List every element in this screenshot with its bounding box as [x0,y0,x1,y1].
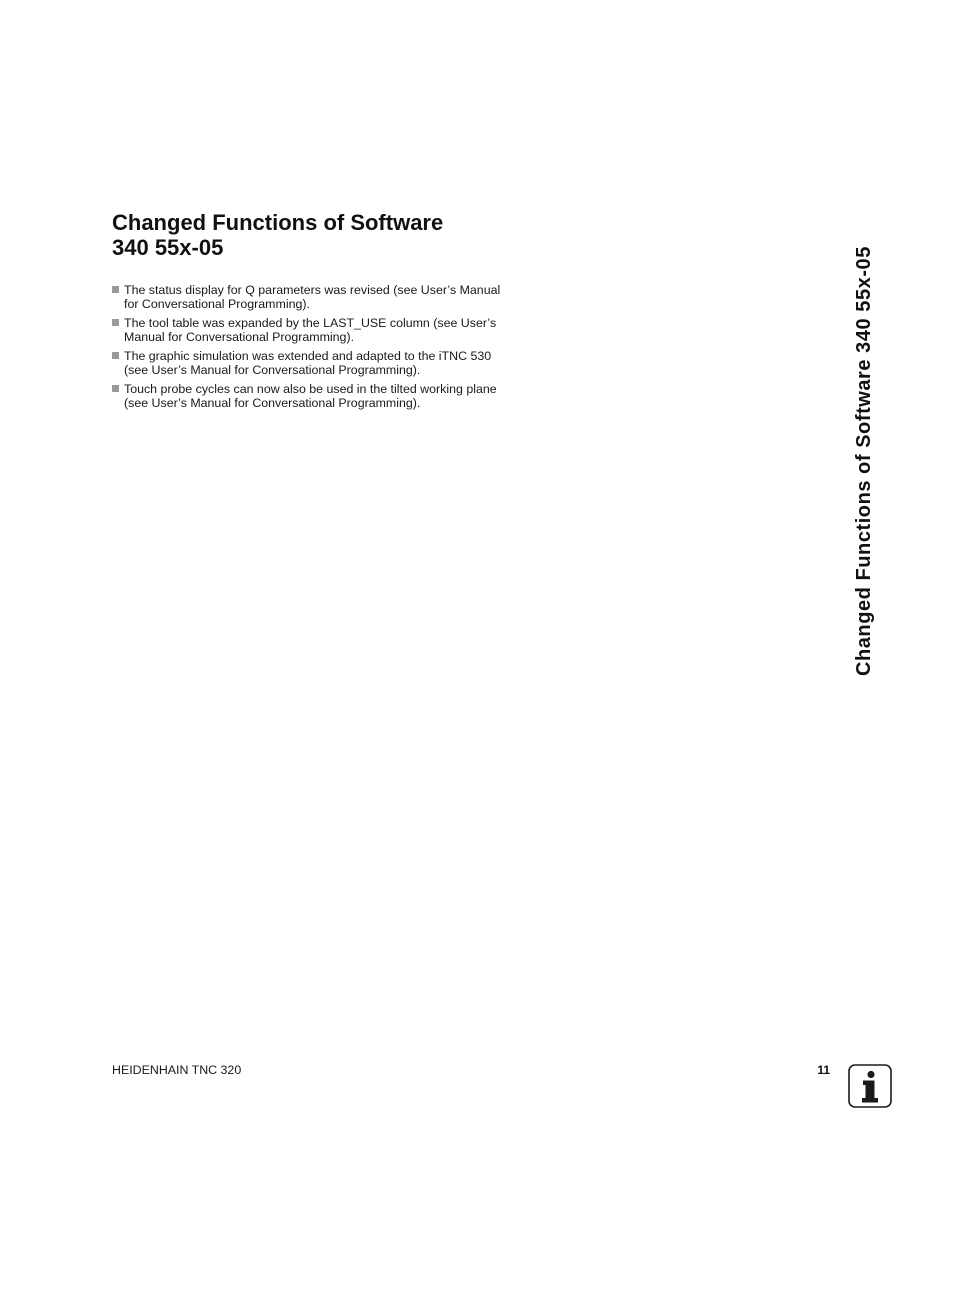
square-bullet-icon [112,286,119,293]
list-item [112,283,512,311]
list-item-line-2: for Conversational Programming). [124,297,310,311]
list-item [112,349,512,377]
list-item-line-2: (see User’s Manual for Conversational Programming). [124,396,421,410]
side-chapter-title: Changed Functions of Software 340 55x-05 [853,246,875,676]
page-title-line-2: 340 55x-05 [112,235,224,260]
list-item-line-2: Manual for Conversational Programming). [124,330,355,344]
changes-list [112,283,512,415]
page-title-line-1: Changed Functions of Software [112,210,444,235]
square-bullet-icon [112,319,119,326]
page-title [112,210,532,260]
list-item-line-2: (see User’s Manual for Conversational Programming). [124,363,421,377]
list-item-line-1: The graphic simulation was extended and adapted to the iTNC 530 [124,349,492,363]
list-item-line-1: Touch probe cycles can now also be used in the tilted working plane [124,382,497,396]
footer-label: HEIDENHAIN TNC 320 [112,1063,242,1077]
list-item-line-1: The status display for Q parameters was revised (see User’s Manual [124,283,501,297]
list-item [112,382,512,410]
square-bullet-icon [112,385,119,392]
info-icon [848,1064,892,1108]
square-bullet-icon [112,352,119,359]
list-item [112,316,512,344]
list-item-line-1: The tool table was expanded by the LAST_USE column (see User’s [124,316,497,330]
page-number: 11 [817,1063,830,1077]
